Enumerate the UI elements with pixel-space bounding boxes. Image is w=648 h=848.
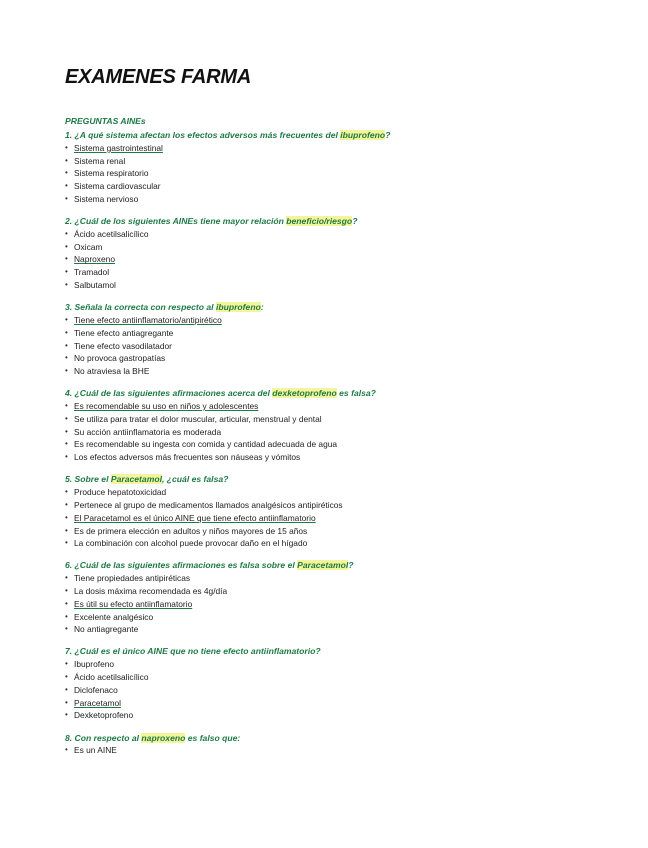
answer-text: Es recomendable su uso en niños y adolescentes bbox=[74, 401, 259, 412]
answer-text: Oxicam bbox=[74, 241, 103, 252]
answer-text: No provoca gastropatías bbox=[74, 353, 166, 364]
highlighted-term: ibuprofeno bbox=[215, 302, 261, 313]
answer-text: Produce hepatotoxicidad bbox=[74, 487, 167, 498]
answer-options bbox=[65, 228, 625, 292]
answer-text: Es recomendable su ingesta con comida y cantidad adecuada de agua bbox=[74, 439, 338, 450]
answer-option bbox=[65, 671, 625, 684]
answer-options bbox=[65, 572, 625, 636]
answer-options bbox=[65, 400, 625, 464]
answer-option bbox=[65, 709, 625, 722]
answer-text: Sistema cardiovascular bbox=[74, 181, 161, 192]
answer-option bbox=[65, 585, 625, 598]
answer-text: El Paracetamol es el único AINE que tiene efecto antiinflamatorio bbox=[74, 512, 316, 523]
answer-text: Excelente analgésico bbox=[74, 611, 154, 622]
answer-text: Ácido acetilsalicílico bbox=[74, 228, 149, 239]
answer-text: Naproxeno bbox=[74, 254, 115, 265]
answer-text: Paracetamol bbox=[74, 697, 122, 708]
question-block bbox=[65, 215, 625, 292]
question-title bbox=[65, 387, 625, 400]
question-title bbox=[65, 645, 625, 658]
answer-option-correct bbox=[65, 400, 625, 413]
answer-options bbox=[65, 486, 625, 550]
question-title bbox=[65, 301, 625, 314]
question-text-end: es falsa? bbox=[336, 388, 376, 399]
answer-text: Salbutamol bbox=[74, 280, 116, 291]
answer-text: Se utiliza para tratar el dolor muscular, articular, menstrual y dental bbox=[74, 413, 322, 424]
answer-text: La combinación con alcohol puede provocar daño en el hígado bbox=[74, 538, 308, 549]
answer-option-correct bbox=[65, 512, 625, 525]
answer-option-correct bbox=[65, 142, 625, 155]
answer-option-correct bbox=[65, 253, 625, 266]
answer-option bbox=[65, 572, 625, 585]
answer-text: Es de primera elección en adultos y niños mayores de 15 años bbox=[74, 525, 308, 536]
answer-text: Sistema gastrointestinal bbox=[74, 142, 163, 153]
answer-option-correct bbox=[65, 314, 625, 327]
answer-option bbox=[65, 241, 625, 254]
answer-option-correct bbox=[65, 598, 625, 611]
answer-text: No antiagregante bbox=[74, 624, 139, 635]
highlighted-term: Paracetamol bbox=[110, 474, 162, 485]
answer-text: La dosis máxima recomendada es 4g/día bbox=[74, 585, 228, 596]
question-block bbox=[65, 301, 625, 378]
question-block bbox=[65, 645, 625, 722]
answer-text: Los efectos adversos más frecuentes son náuseas y vómitos bbox=[74, 452, 301, 463]
question-block bbox=[65, 559, 625, 636]
answer-text: Tiene efecto antiagregante bbox=[74, 327, 174, 338]
answer-option-correct bbox=[65, 697, 625, 710]
answer-text: Ácido acetilsalicílico bbox=[74, 672, 149, 683]
answer-option bbox=[65, 537, 625, 550]
highlighted-term: ibuprofeno bbox=[340, 130, 386, 140]
question-list bbox=[65, 129, 625, 766]
answer-text: No atraviesa la BHE bbox=[74, 366, 150, 377]
answer-options bbox=[65, 744, 625, 757]
question-text: 2. ¿Cuál de los siguientes AINEs tiene mayor relación bbox=[65, 216, 287, 227]
answer-option bbox=[65, 266, 625, 279]
answer-text: Tiene propiedades antipiréticas bbox=[74, 573, 191, 584]
question-title bbox=[65, 732, 625, 745]
question-text-end: ? bbox=[352, 216, 358, 227]
question-text-end: : bbox=[260, 302, 264, 313]
question-block bbox=[65, 473, 625, 550]
question-title bbox=[65, 559, 625, 572]
answer-option bbox=[65, 684, 625, 697]
answer-option bbox=[65, 426, 625, 439]
answer-option bbox=[65, 155, 625, 168]
answer-option bbox=[65, 499, 625, 512]
answer-text: Tramadol bbox=[74, 267, 110, 278]
answer-option bbox=[65, 327, 625, 340]
answer-option bbox=[65, 180, 625, 193]
question-block bbox=[65, 129, 625, 206]
question-text: 1. ¿A qué sistema afectan los efectos adversos más frecuentes del bbox=[65, 130, 341, 140]
answer-option bbox=[65, 486, 625, 499]
answer-text: Tiene efecto vasodilatador bbox=[74, 340, 172, 351]
answer-option bbox=[65, 193, 625, 206]
answer-option bbox=[65, 451, 625, 464]
highlighted-term: naproxeno bbox=[141, 732, 186, 743]
question-text: 4. ¿Cuál de las siguientes afirmaciones acerca del bbox=[65, 388, 273, 399]
question-text-end: ? bbox=[348, 560, 354, 571]
question-title bbox=[65, 129, 625, 142]
highlighted-term: beneficio/riesgo bbox=[286, 216, 353, 227]
answer-option bbox=[65, 658, 625, 671]
answer-option bbox=[65, 525, 625, 538]
highlighted-term: Paracetamol bbox=[297, 560, 349, 571]
question-text-end: ? bbox=[385, 130, 391, 140]
answer-option bbox=[65, 623, 625, 636]
answer-text: Pertenece al grupo de medicamentos llamados analgésicos antipiréticos bbox=[74, 499, 343, 510]
question-block bbox=[65, 732, 625, 758]
answer-text: Sistema nervioso bbox=[74, 193, 139, 204]
section-title: PREGUNTAS AINEs bbox=[65, 116, 146, 126]
answer-option bbox=[65, 744, 625, 757]
answer-options bbox=[65, 142, 625, 206]
question-text: 3. Señala la correcta con respecto al bbox=[65, 302, 216, 313]
answer-option bbox=[65, 167, 625, 180]
highlighted-term: dexketoprofeno bbox=[272, 388, 337, 399]
question-text: 8. Con respecto al bbox=[65, 732, 142, 743]
answer-option bbox=[65, 279, 625, 292]
answer-options bbox=[65, 658, 625, 722]
question-text: 7. ¿Cuál es el único AINE que no tiene efecto antiinflamatorio? bbox=[65, 646, 321, 657]
question-text: 5. Sobre el bbox=[65, 474, 111, 485]
answer-text: Sistema respiratorio bbox=[74, 168, 149, 179]
answer-text: Dexketoprofeno bbox=[74, 710, 134, 721]
answer-text: Su acción antiinflamatoria es moderada bbox=[74, 426, 222, 437]
question-title bbox=[65, 215, 625, 228]
answer-options bbox=[65, 314, 625, 378]
answer-text: Es útil su efecto antiinflamatorio bbox=[74, 598, 193, 609]
answer-text: Es un AINE bbox=[74, 745, 117, 756]
answer-option bbox=[65, 228, 625, 241]
question-text: 6. ¿Cuál de las siguientes afirmaciones es falsa sobre el bbox=[65, 560, 298, 571]
question-title bbox=[65, 473, 625, 486]
answer-option bbox=[65, 340, 625, 353]
answer-option bbox=[65, 611, 625, 624]
answer-option bbox=[65, 365, 625, 378]
answer-option bbox=[65, 438, 625, 451]
question-text-end: , ¿cuál es falsa? bbox=[161, 474, 229, 485]
document-title: EXAMENES FARMA bbox=[65, 66, 252, 88]
answer-option bbox=[65, 413, 625, 426]
answer-text: Diclofenaco bbox=[74, 684, 118, 695]
question-text-end: es falso que: bbox=[185, 732, 241, 743]
answer-text: Tiene efecto antiinflamatorio/antipirético bbox=[74, 314, 222, 325]
answer-option bbox=[65, 352, 625, 365]
question-block bbox=[65, 387, 625, 464]
answer-text: Ibuprofeno bbox=[74, 659, 115, 670]
answer-text: Sistema renal bbox=[74, 155, 126, 166]
